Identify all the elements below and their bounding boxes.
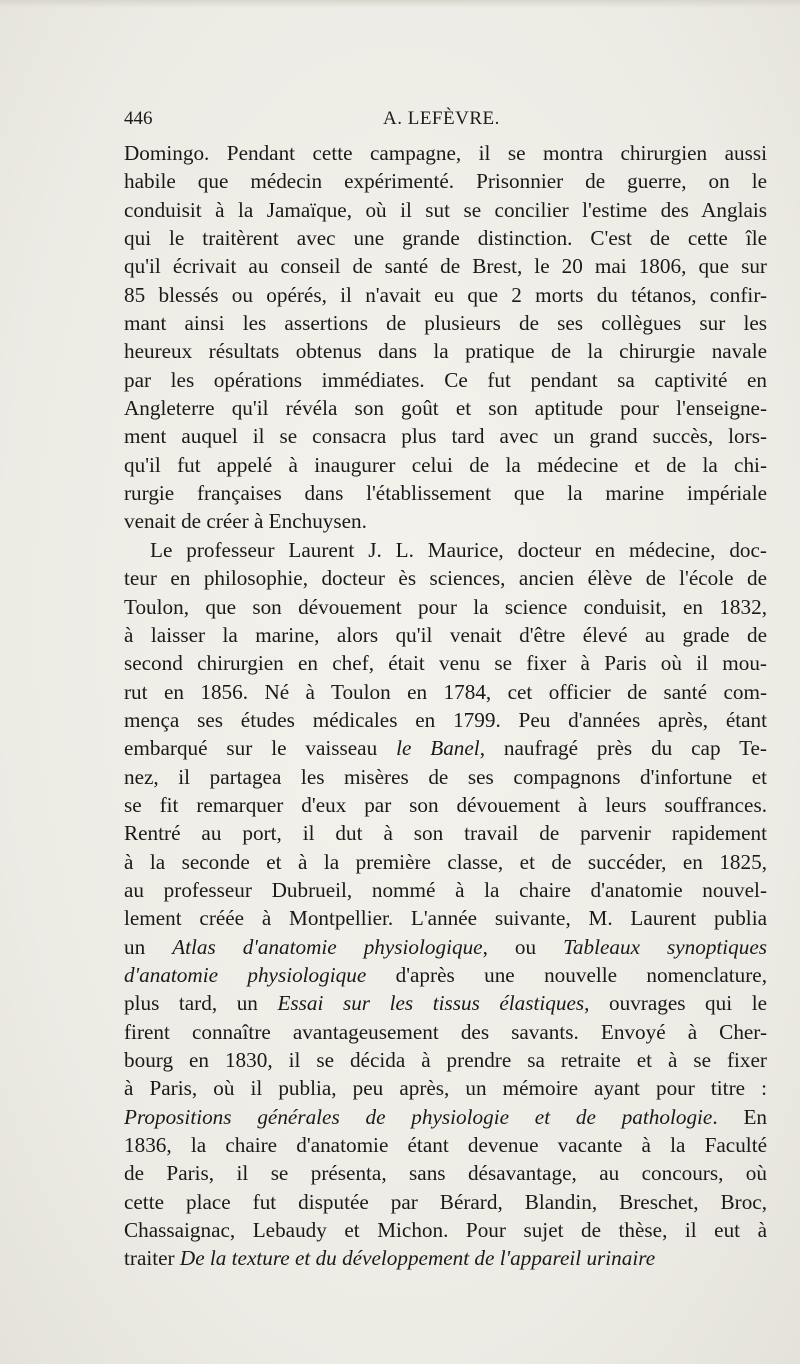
text-line — [124, 1244, 767, 1272]
text-line — [124, 678, 767, 706]
text-segment: lement créée à Montpellier. L'année suivante, M. Laurent publia — [124, 906, 767, 931]
text-segment: bourg en 1830, il se décida à prendre sa retraite et à se fixer — [124, 1048, 767, 1072]
text-line — [124, 281, 767, 309]
italic-title: Propositions générales de physiologie et de pathologie — [124, 1104, 713, 1129]
text-line — [124, 848, 767, 876]
text-segment: conduisit à la Jamaïque, où il sut se concilier l'estime des Anglais — [124, 197, 767, 222]
italic-title: d'anatomie physiologique — [124, 962, 367, 987]
text-segment: mant ainsi les assertions de plusieurs de ses collègues sur les — [124, 311, 767, 336]
text-segment: 85 blessés ou opérés, il n'avait eu que 2 morts du tétanos, confir- — [124, 282, 767, 307]
paragraph — [124, 536, 767, 1273]
text-line — [124, 366, 767, 394]
text-segment: habile que médecin expérimenté. Prisonnier de guerre, on le — [124, 169, 767, 194]
text-line — [124, 309, 767, 337]
text-segment: , ouvrages qui le — [584, 991, 767, 1016]
text-segment: qui le traitèrent avec une grande distinction. C'est de cette île — [124, 226, 767, 251]
text-line — [124, 734, 767, 762]
text-line — [124, 196, 767, 224]
text-segment: qu'il fut appelé à inaugurer celui de la médecine et de la chi- — [124, 452, 767, 477]
text-line — [124, 989, 767, 1017]
italic-title: Tableaux synoptiques — [563, 934, 767, 959]
text-line — [124, 933, 767, 961]
text-line — [124, 167, 767, 195]
text-line — [124, 1216, 767, 1244]
text-segment: cette place fut disputée par Bérard, Blandin, Breschet, Broc, — [124, 1189, 767, 1214]
text-line — [124, 536, 767, 564]
text-line — [124, 1103, 767, 1131]
text-segment: Chassaignac, Lebaudy et Michon. Pour sujet de thèse, il eut à — [124, 1218, 767, 1243]
italic-title: Atlas d'anatomie physiologique — [172, 934, 483, 959]
text-line — [124, 593, 767, 621]
text-segment: embarqué sur le vaisseau — [124, 736, 397, 761]
text-line — [124, 564, 767, 592]
italic-title: Essai sur les tissus élastiques — [277, 991, 585, 1016]
text-segment: plus tard, un — [124, 991, 278, 1016]
page-header — [124, 108, 744, 134]
text-line — [124, 1188, 767, 1216]
text-line — [124, 451, 767, 479]
text-segment: traiter — [124, 1246, 180, 1271]
text-segment: nez, il partagea les misères de ses compagnons d'infortune et — [124, 764, 767, 789]
running-head: A. LEFÈVRE. — [383, 108, 500, 129]
page-number: 446 — [124, 108, 153, 129]
text-segment: à la seconde et à la première classe, et de succéder, en 1825, — [124, 849, 767, 874]
text-line — [124, 763, 767, 791]
text-segment: venait de créer à Enchuysen. — [124, 509, 367, 534]
text-segment: mença ses études médicales en 1799. Peu d'années après, étant — [124, 707, 767, 732]
text-line — [124, 791, 767, 819]
text-line — [124, 1018, 767, 1046]
text-segment: firent connaître avantageusement des savants. Envoyé à Cher- — [124, 1019, 767, 1044]
text-line — [124, 706, 767, 734]
text-line — [124, 1046, 767, 1074]
text-segment: , naufragé près du cap Te- — [479, 736, 767, 761]
text-segment: à laisser la marine, alors qu'il venait d'être élevé au grade de — [124, 622, 767, 647]
text-line — [124, 876, 767, 904]
text-segment: , ou — [482, 934, 564, 959]
text-line — [124, 1074, 767, 1102]
text-segment: teur en philosophie, docteur ès sciences, ancien élève de l'école de — [124, 566, 767, 591]
text-segment: Domingo. Pendant cette campagne, il se montra chirurgien aussi — [124, 141, 767, 165]
text-segment: rurgie françaises dans l'établissement que la marine impériale — [124, 481, 767, 506]
text-line — [124, 1131, 767, 1159]
text-segment: qu'il écrivait au conseil de santé de Brest, le 20 mai 1806, que sur — [124, 254, 767, 279]
text-segment: d'après une nouvelle nomenclature, — [366, 962, 767, 987]
text-line — [124, 649, 767, 677]
text-segment: . En — [712, 1104, 767, 1129]
text-segment: à Paris, où il publia, peu après, un mémoire ayant pour titre : — [124, 1076, 767, 1101]
text-segment: de Paris, il se présenta, sans désavantage, au concours, où — [124, 1161, 767, 1186]
text-line — [124, 224, 767, 252]
text-segment: Toulon, que son dévouement pour la science conduisit, en 1832, — [124, 594, 767, 619]
text-line — [124, 1159, 767, 1187]
text-segment: heureux résultats obtenus dans la pratique de la chirurgie navale — [124, 339, 767, 364]
text-line — [124, 422, 767, 450]
italic-title: le Banel — [396, 736, 480, 761]
text-segment: Le professeur Laurent J. L. Maurice, docteur en médecine, doc- — [150, 537, 767, 562]
text-segment: se fit remarquer d'eux par son dévouement à leurs souffrances. — [124, 792, 767, 817]
body-text — [124, 139, 767, 1273]
text-line — [124, 621, 767, 649]
text-segment: un — [124, 934, 173, 959]
text-line — [124, 904, 767, 932]
text-line — [124, 819, 767, 847]
text-segment: Rentré au port, il dut à son travail de parvenir rapidement — [124, 821, 767, 846]
text-line — [124, 337, 767, 365]
text-line — [124, 961, 767, 989]
text-segment: au professeur Dubrueil, nommé à la chaire d'anatomie nouvel- — [124, 877, 767, 902]
text-segment: 1836, la chaire d'anatomie étant devenue vacante à la Faculté — [124, 1133, 767, 1158]
text-segment: Angleterre qu'il révéla son goût et son aptitude pour l'enseigne- — [124, 396, 767, 421]
text-segment: par les opérations immédiates. Ce fut pendant sa captivité en — [124, 367, 767, 392]
text-segment: rut en 1856. Né à Toulon en 1784, cet officier de santé com- — [124, 679, 767, 704]
text-segment: ment auquel il se consacra plus tard avec un grand succès, lors- — [124, 424, 767, 449]
text-line — [124, 252, 767, 280]
text-segment: second chirurgien en chef, était venu se fixer à Paris où il mou- — [124, 651, 767, 676]
text-line — [124, 394, 767, 422]
text-line — [124, 507, 767, 535]
text-line — [124, 139, 767, 167]
italic-title: De la texture et du développement de l'appareil urinaire — [179, 1246, 656, 1271]
page-top-edge — [0, 0, 800, 8]
text-line — [124, 479, 767, 507]
paragraph — [124, 139, 767, 536]
